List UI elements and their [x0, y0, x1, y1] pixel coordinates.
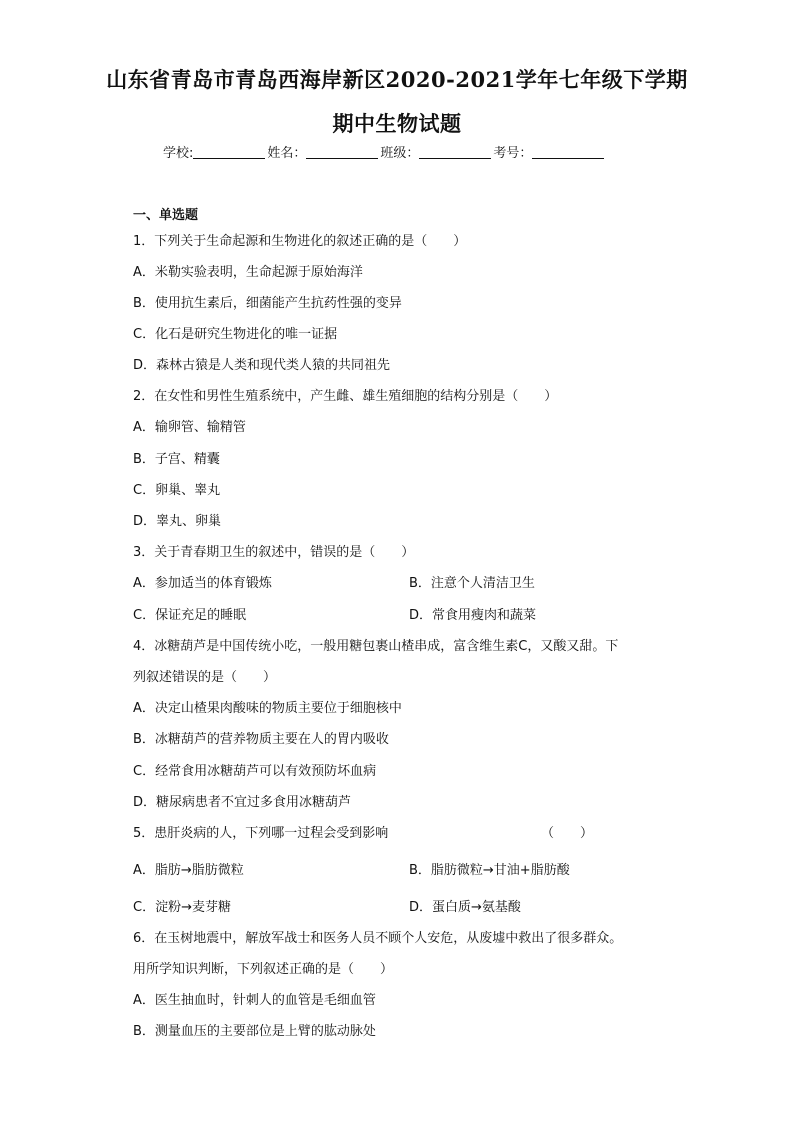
number-label: 考号：: [493, 146, 533, 161]
question-1-option-d: D．森林古猿是人类和现代类人猿的共同祖先: [133, 358, 391, 373]
question-6-stem-line2: 用所学知识判断，下列叙述正确的是（ ）: [133, 962, 394, 977]
question-2-option-a: A．输卵管、输精管: [133, 420, 246, 435]
question-5-option-b: B．脂肪微粒→甘油+脂肪酸: [409, 863, 570, 878]
question-5-option-a: A．脂肪→脂肪微粒: [133, 863, 244, 878]
question-6-option-b: B．测量血压的主要部位是上臂的肱动脉处: [133, 1024, 376, 1039]
section-heading: 一、单选题: [133, 208, 199, 223]
name-label: 姓名：: [267, 146, 307, 161]
question-4-option-c: C．经常食用冰糖葫芦可以有效预防坏血病: [133, 764, 377, 779]
question-2-option-b: B．子宫、精囊: [133, 452, 220, 467]
exam-title-line1: 山东省青岛市青岛西海岸新区2020-2021学年七年级下学期: [106, 67, 688, 92]
question-1-option-a: A．米勒实验表明，生命起源于原始海洋: [133, 265, 363, 280]
class-label: 班级：: [380, 146, 420, 161]
number-blank[interactable]: [532, 144, 604, 159]
question-4-option-b: B．冰糖葫芦的营养物质主要在人的胃内吸收: [133, 732, 389, 747]
question-1-stem: 1．下列关于生命起源和生物进化的叙述正确的是（ ）: [133, 234, 467, 249]
question-4-stem-line1: 4．冰糖葫芦是中国传统小吃，一般用糖包裹山楂串成，富含维生素C，又酸又甜。下: [133, 639, 619, 654]
name-blank[interactable]: [306, 144, 378, 159]
question-4-option-a: A．决定山楂果肉酸味的物质主要位于细胞核中: [133, 701, 402, 716]
class-blank[interactable]: [419, 144, 491, 159]
exam-title-line2: 期中生物试题: [332, 111, 462, 136]
question-2-option-c: C．卵巢、睾丸: [133, 483, 221, 498]
question-3-option-c: C．保证充足的睡眠: [133, 608, 247, 623]
question-6-option-a: A．医生抽血时，针刺人的血管是毛细血管: [133, 993, 376, 1008]
question-3-stem: 3．关于青春期卫生的叙述中，错误的是（ ）: [133, 545, 415, 560]
question-1-option-b: B．使用抗生素后，细菌能产生抗药性强的变异: [133, 296, 402, 311]
student-info-row: [163, 144, 606, 164]
school-blank[interactable]: [193, 144, 265, 159]
question-2-option-d: D．睾丸、卵巢: [133, 514, 222, 529]
question-5-option-c: C．淀粉→麦芽糖: [133, 900, 231, 915]
question-3-option-d: D．常食用瘦肉和蔬菜: [409, 608, 537, 623]
question-2-stem: 2．在女性和男性生殖系统中，产生雌、雄生殖细胞的结构分别是（ ）: [133, 389, 558, 404]
question-3-option-a: A．参加适当的体育锻炼: [133, 576, 272, 591]
question-5-answer-bracket: （ ）: [541, 826, 594, 841]
question-3-option-b: B．注意个人清洁卫生: [409, 576, 535, 591]
school-label: 学校:: [163, 146, 194, 161]
question-1-option-c: C．化石是研究生物进化的唯一证据: [133, 327, 338, 342]
question-6-stem-line1: 6．在玉树地震中，解放军战士和医务人员不顾个人安危，从废墟中救出了很多群众。: [133, 931, 623, 946]
question-5-stem: 5．患肝炎病的人，下列哪一过程会受到影响: [133, 826, 389, 841]
question-5-option-d: D．蛋白质→氨基酸: [409, 900, 521, 915]
question-4-option-d: D．糖尿病患者不宜过多食用冰糖葫芦: [133, 795, 352, 810]
question-4-stem-line2: 列叙述错误的是（ ）: [133, 670, 277, 685]
